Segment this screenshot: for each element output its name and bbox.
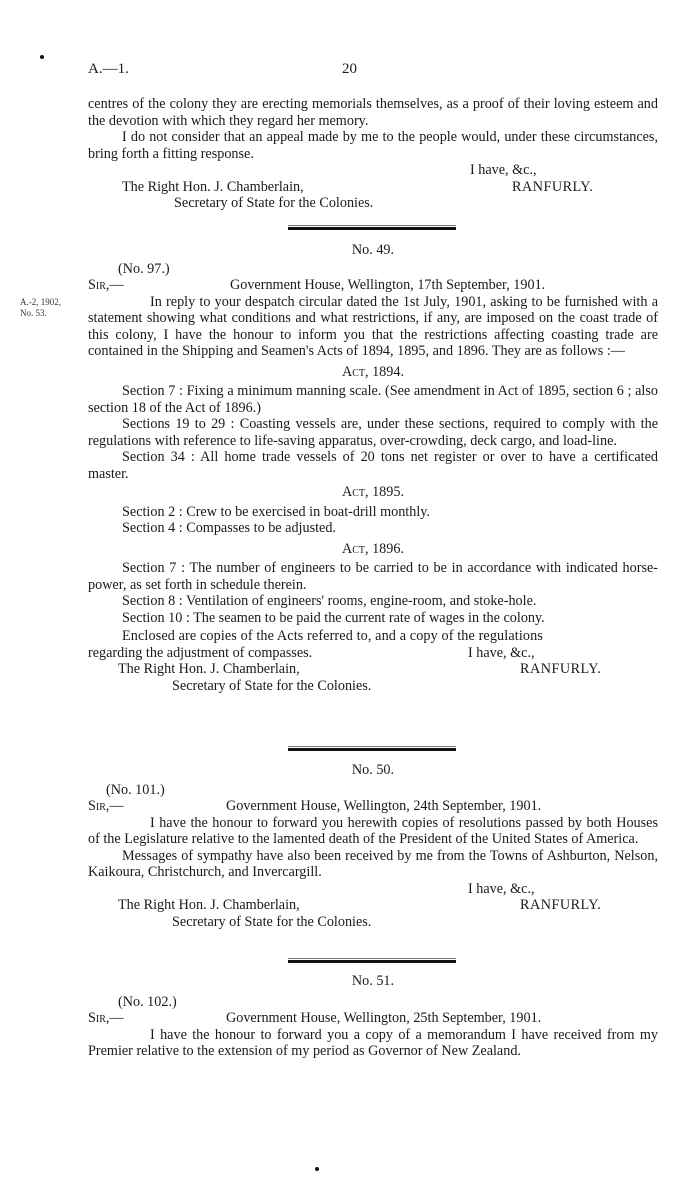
despatch-number: (No. 101.) bbox=[106, 781, 165, 798]
section-divider bbox=[288, 748, 456, 751]
section-divider bbox=[288, 227, 456, 230]
despatch-number: (No. 102.) bbox=[118, 993, 177, 1010]
letter-no-50 bbox=[88, 762, 658, 930]
place-date: Government House, Wellington, 24th September, 1901. bbox=[226, 798, 542, 814]
closing-phrase: I have, &c., bbox=[468, 644, 535, 661]
salutation: Sir,— bbox=[88, 798, 124, 814]
letter-no-51 bbox=[88, 973, 658, 1060]
despatch-number: (No. 97.) bbox=[118, 260, 170, 277]
addressee-office: Secretary of State for the Colonies. bbox=[172, 677, 372, 694]
salutation: Sir,— bbox=[88, 1010, 124, 1026]
enclosure-note-cont: regarding the adjustment of compasses. bbox=[88, 644, 313, 661]
closing-phrase: I have, &c., bbox=[468, 880, 535, 897]
paragraph: centres of the colony they are erecting memorials themselves, as a proof of their loving esteem and the devotion with which they regard her memory. bbox=[88, 96, 658, 129]
addressee-office: Secretary of State for the Colonies. bbox=[174, 195, 374, 211]
addressee: The Right Hon. J. Chamberlain, bbox=[118, 661, 300, 677]
addressee-office: Secretary of State for the Colonies. bbox=[172, 913, 372, 930]
paragraph: I have the honour to forward you herewith copies of resolutions passed by both Houses of the Legislature relative to the lamented death of the President of the United States of America. bbox=[88, 814, 658, 847]
closing-phrase: I have, &c., bbox=[470, 162, 537, 178]
margin-note: A.-2, 1902, No. 53. bbox=[20, 297, 61, 318]
letter-heading: No. 51. bbox=[351, 973, 395, 989]
act-heading: Act, 1894. bbox=[341, 363, 405, 380]
ink-speck bbox=[40, 55, 44, 59]
section-item: Section 4 : Compasses to be adjusted. bbox=[122, 520, 336, 536]
section-item: Section 7 : The number of engineers to be carried to be in accordance with indicated horse-power, as set forth in schedule therein. bbox=[88, 560, 658, 593]
section-item: Section 2 : Crew to be exercised in boat-drill monthly. bbox=[122, 503, 430, 520]
addressee: The Right Hon. J. Chamberlain, bbox=[118, 897, 300, 913]
letter-heading: No. 49. bbox=[351, 242, 395, 258]
addressee: The Right Hon. J. Chamberlain, bbox=[122, 178, 304, 195]
paragraph: I do not consider that an appeal made by me to the people would, under these circumstances, bring forth a fitting response. bbox=[88, 129, 658, 162]
section-item: Section 8 : Ventilation of engineers' rooms, engine-room, and stoke-hole. bbox=[122, 593, 537, 609]
place-date: Government House, Wellington, 25th September, 1901. bbox=[226, 1010, 542, 1026]
paragraph: Messages of sympathy have also been received by me from the Towns of Ashburton, Nelson, Kaikoura, Christchurch, and Invercargill. bbox=[88, 847, 658, 880]
act-heading: Act, 1895. bbox=[341, 484, 405, 500]
section-divider bbox=[288, 960, 456, 963]
paragraph: In reply to your despatch circular dated the 1st July, 1901, asking to be furnished with a statement showing what conditions and what restrictions, if any, are imposed on the coast trade of this colony, I have the honour to inform you that the restrictions affecting coasting trade are contained in the Shipping and Seamen's Acts of 1894, 1895, and 1896. They are as follows :— bbox=[88, 293, 658, 359]
section-item: Section 7 : Fixing a minimum manning scale. (See amendment in Act of 1895, section 6 ; also section 18 of the Act of 1896.) bbox=[88, 383, 658, 416]
section-item: Section 10 : The seamen to be paid the current rate of wages in the colony. bbox=[122, 609, 545, 626]
salutation: Sir,— bbox=[88, 277, 124, 293]
signature: RANFURLY. bbox=[520, 661, 602, 677]
enclosure-note: Enclosed are copies of the Acts referred to, and a copy of the regulations bbox=[122, 628, 543, 644]
act-heading: Act, 1896. bbox=[341, 540, 405, 557]
letter-heading: No. 50. bbox=[351, 762, 395, 778]
place-date: Government House, Wellington, 17th September, 1901. bbox=[230, 277, 546, 293]
signature: RANFURLY. bbox=[520, 897, 602, 913]
letter-no-49 bbox=[88, 242, 658, 694]
signature: RANFURLY. bbox=[512, 178, 594, 195]
paragraph: I have the honour to forward you a copy of a memorandum I have received from my Premier relative to the extension of my period as Governor of New Zealand. bbox=[88, 1026, 658, 1059]
intro-section bbox=[88, 96, 658, 212]
document-reference: A.—1. bbox=[88, 61, 129, 77]
section-item: Sections 19 to 29 : Coasting vessels are, under these sections, required to comply with the regulations with reference to life-saving apparatus, over-crowding, deck cargo, and load-line. bbox=[88, 416, 658, 449]
ink-speck bbox=[315, 1167, 319, 1171]
page-number: 20 bbox=[342, 61, 357, 77]
section-item: Section 34 : All home trade vessels of 20 tons net register or over to have a certificated master. bbox=[88, 449, 658, 482]
